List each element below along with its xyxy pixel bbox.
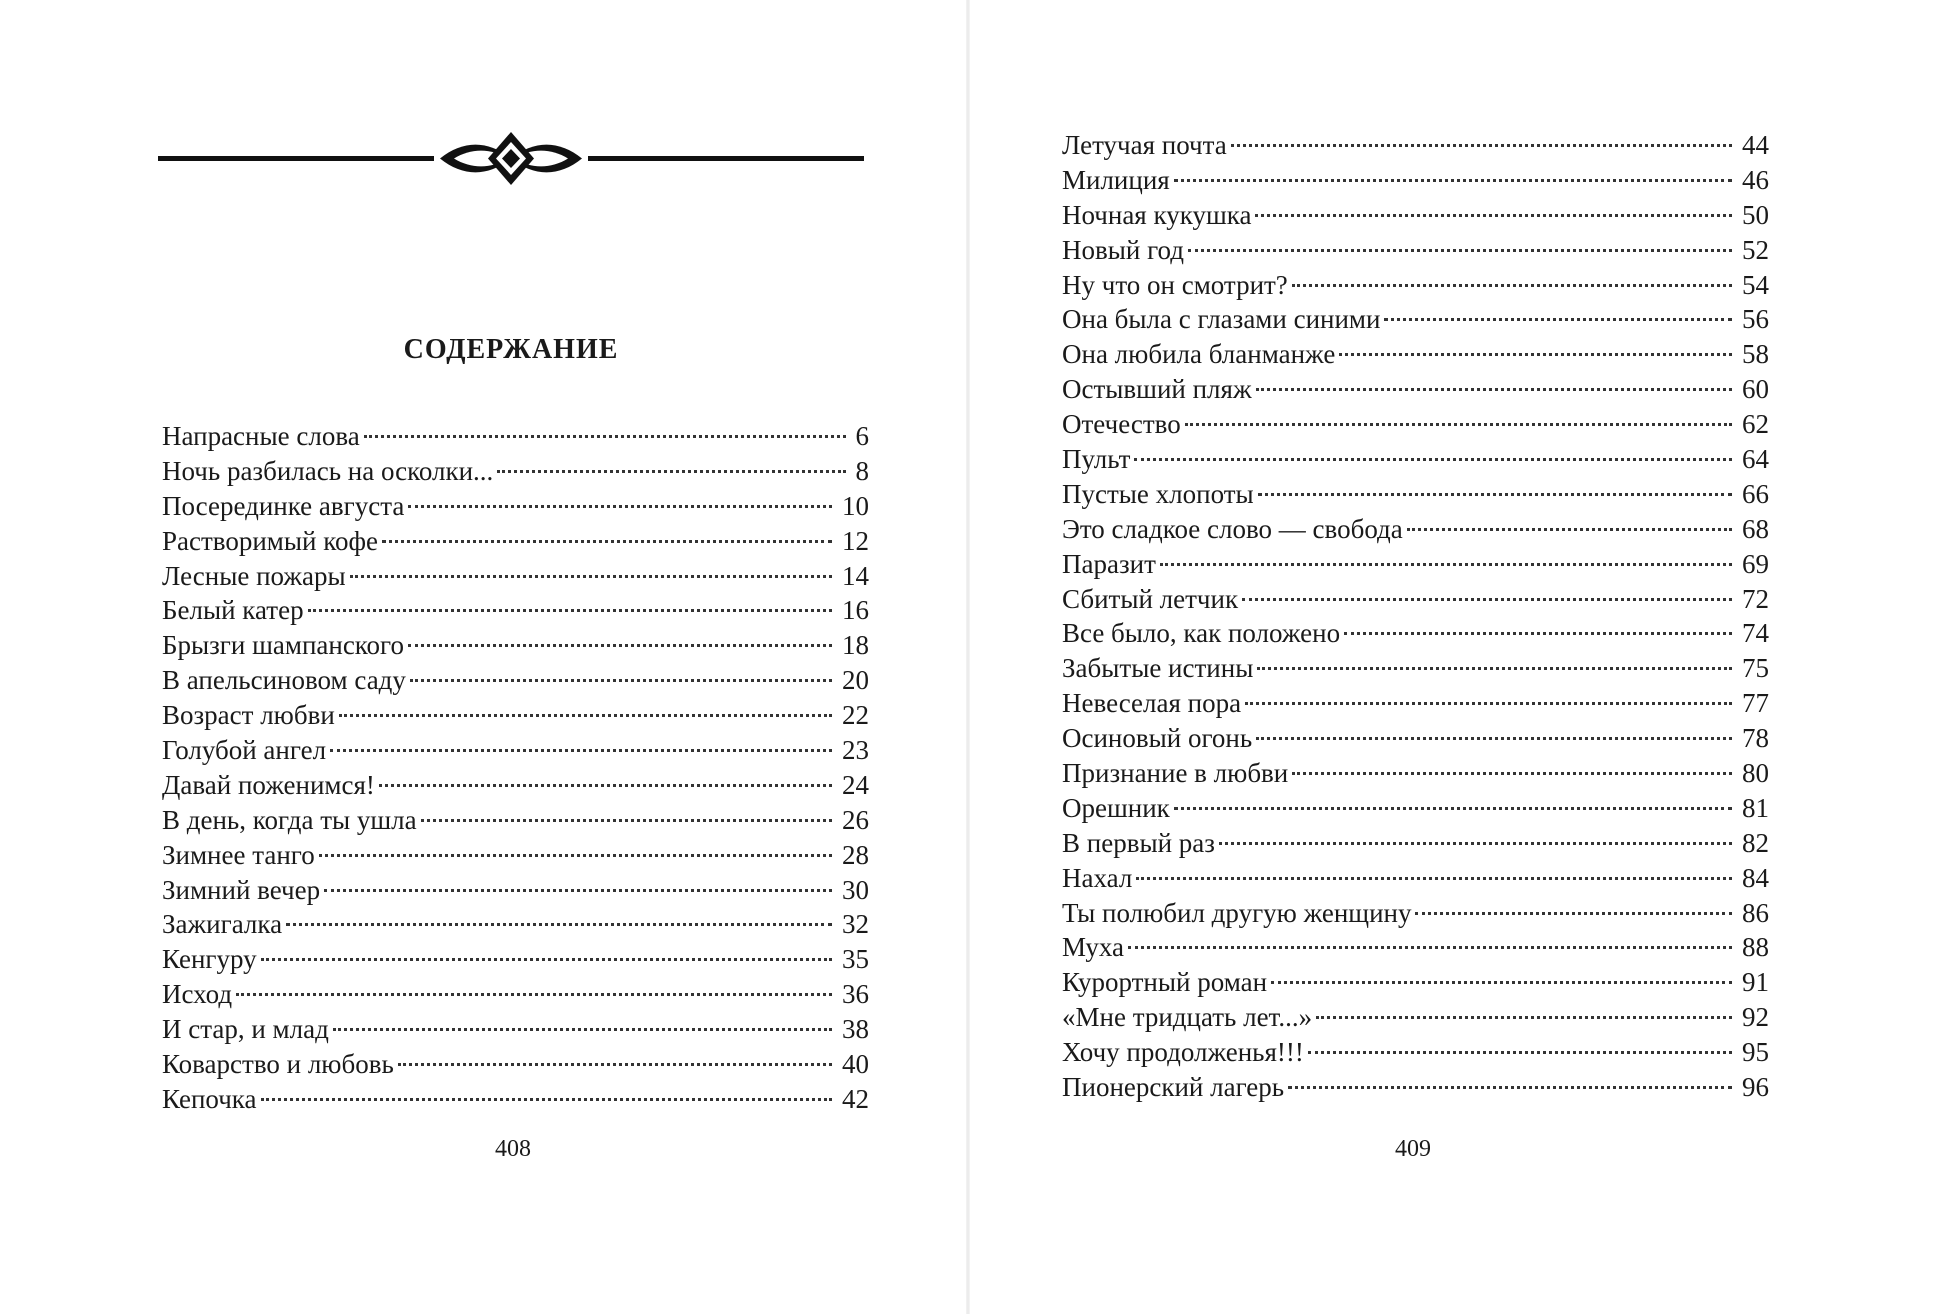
toc-entry-title: Она любила бланманже — [1062, 339, 1336, 370]
toc-entry-page: 12 — [842, 525, 869, 556]
dot-leader — [1292, 284, 1732, 287]
toc-entry-page: 18 — [842, 630, 869, 661]
dot-leader — [1316, 1016, 1732, 1019]
toc-entry-page: 35 — [842, 944, 869, 975]
toc-entry-page: 54 — [1742, 269, 1769, 300]
toc-entry — [1062, 686, 1769, 721]
toc-entry-page: 84 — [1742, 862, 1769, 893]
toc-entry-page: 36 — [842, 979, 869, 1010]
dot-leader — [1231, 144, 1732, 147]
toc-entry-title: Давай поженимся! — [162, 769, 375, 800]
toc-entry-title: Ты полюбил другую женщину — [1062, 897, 1412, 928]
toc-entry — [1062, 372, 1769, 407]
toc-entry-page: 69 — [1742, 548, 1769, 579]
page-number-left: 408 — [495, 1136, 531, 1162]
toc-entry — [1062, 163, 1769, 198]
dot-leader — [1256, 388, 1732, 391]
toc-entry-page: 38 — [842, 1014, 869, 1045]
dot-leader — [1288, 1086, 1732, 1089]
toc-entry-page: 23 — [842, 735, 869, 766]
dot-leader — [1185, 423, 1732, 426]
dot-leader — [1134, 458, 1732, 461]
dot-leader — [1128, 946, 1732, 949]
toc-entry — [1062, 861, 1769, 896]
toc-entry-title: Белый катер — [162, 595, 304, 626]
dot-leader — [1407, 528, 1732, 531]
toc-entry-page: 40 — [842, 1049, 869, 1080]
dot-leader — [379, 784, 832, 787]
left-page — [0, 0, 968, 1314]
dot-leader — [261, 1098, 833, 1101]
toc-entry — [1062, 791, 1769, 826]
toc-entry — [1062, 1035, 1769, 1070]
dot-leader — [236, 993, 832, 996]
dot-leader — [497, 470, 845, 473]
toc-entry — [1062, 651, 1769, 686]
toc-entry-page: 82 — [1742, 827, 1769, 858]
toc-entry-title: Кепочка — [162, 1083, 257, 1114]
toc-entry — [1062, 442, 1769, 477]
toc-entry-page: 46 — [1742, 164, 1769, 195]
toc-entry-title: Зимнее танго — [162, 839, 315, 870]
toc-entry — [162, 663, 869, 698]
toc-list-left — [162, 419, 869, 1117]
toc-entry-title: В апельсиновом саду — [162, 665, 406, 696]
toc-entry-page: 80 — [1742, 758, 1769, 789]
toc-entry-page: 77 — [1742, 688, 1769, 719]
contents-heading: СОДЕРЖАНИЕ — [403, 334, 619, 365]
toc-entry — [1062, 582, 1769, 617]
toc-entry — [1062, 337, 1769, 372]
toc-entry — [162, 838, 869, 873]
toc-entry-title: Зимний вечер — [162, 874, 321, 905]
toc-entry-title: Ночная кукушка — [1062, 199, 1252, 230]
toc-entry-title: Она была с глазами синими — [1062, 304, 1381, 335]
toc-entry-title: Это сладкое слово — свобода — [1062, 513, 1403, 544]
dot-leader — [1339, 353, 1732, 356]
dot-leader — [408, 505, 832, 508]
toc-entry-title: Сбитый летчик — [1062, 583, 1239, 614]
toc-entry-title: «Мне тридцать лет...» — [1062, 1002, 1313, 1033]
toc-entry-page: 96 — [1742, 1072, 1769, 1103]
dot-leader — [1174, 179, 1732, 182]
toc-entry-page: 86 — [1742, 897, 1769, 928]
toc-entry — [1062, 1000, 1769, 1035]
toc-entry — [1062, 965, 1769, 1000]
toc-entry — [1062, 128, 1769, 163]
toc-entry-title: Пульт — [1062, 444, 1131, 475]
toc-entry-title: Осиновый огонь — [1062, 723, 1253, 754]
dot-leader — [1245, 702, 1732, 705]
toc-entry — [162, 559, 869, 594]
decorative-divider-icon — [158, 130, 864, 188]
toc-entry-page: 74 — [1742, 618, 1769, 649]
toc-entry-title: Пустые хлопоты — [1062, 478, 1254, 509]
toc-entry — [1062, 896, 1769, 931]
toc-entry-title: Признание в любви — [1062, 758, 1289, 789]
toc-entry-title: Хочу продолженья!!! — [1062, 1037, 1304, 1068]
toc-entry — [1062, 616, 1769, 651]
toc-entry — [1062, 756, 1769, 791]
toc-entry-title: Кенгуру — [162, 944, 257, 975]
toc-entry — [162, 1047, 869, 1082]
toc-entry — [1062, 198, 1769, 233]
toc-entry-page: 22 — [842, 700, 869, 731]
toc-entry — [162, 768, 869, 803]
toc-entry — [162, 907, 869, 942]
toc-entry — [162, 873, 869, 908]
toc-entry-title: Остывший пляж — [1062, 374, 1252, 405]
toc-entry-title: Напрасные слова — [162, 421, 360, 451]
toc-entry-page: 56 — [1742, 304, 1769, 335]
dot-leader — [382, 540, 832, 543]
dot-leader — [1384, 318, 1732, 321]
toc-entry-title: В первый раз — [1062, 827, 1215, 858]
toc-entry — [1062, 268, 1769, 303]
toc-entry — [1062, 930, 1769, 965]
toc-entry-page: 14 — [842, 560, 869, 591]
toc-entry — [1062, 1070, 1769, 1105]
dot-leader — [1160, 563, 1732, 566]
toc-entry — [1062, 407, 1769, 442]
toc-entry — [1062, 477, 1769, 512]
toc-entry-page: 32 — [842, 909, 869, 940]
toc-entry-page: 64 — [1742, 444, 1769, 475]
dot-leader — [286, 923, 832, 926]
toc-entry-page: 8 — [855, 455, 869, 486]
toc-entry — [162, 419, 869, 454]
toc-entry-title: И стар, и млад — [162, 1014, 329, 1045]
toc-entry — [162, 942, 869, 977]
dot-leader — [1255, 214, 1732, 217]
dot-leader — [339, 714, 832, 717]
toc-entry-title: Орешник — [1062, 792, 1170, 823]
toc-entry — [162, 698, 869, 733]
dot-leader — [324, 889, 832, 892]
toc-entry — [162, 977, 869, 1012]
toc-entry-title: Муха — [1062, 932, 1124, 963]
toc-entry-page: 68 — [1742, 513, 1769, 544]
toc-entry-page: 60 — [1742, 374, 1769, 405]
toc-entry — [1062, 302, 1769, 337]
dot-leader — [308, 609, 832, 612]
toc-entry-title: В день, когда ты ушла — [162, 804, 417, 835]
toc-entry-title: Милиция — [1062, 164, 1170, 195]
toc-entry — [162, 1012, 869, 1047]
dot-leader — [408, 644, 832, 647]
dot-leader — [319, 854, 832, 857]
dot-leader — [350, 575, 832, 578]
toc-entry — [162, 454, 869, 489]
dot-leader — [1242, 598, 1732, 601]
toc-entry — [1062, 721, 1769, 756]
dot-leader — [333, 1028, 832, 1031]
dot-leader — [1219, 842, 1732, 845]
toc-entry-page: 44 — [1742, 130, 1769, 160]
toc-entry-title: Ночь разбилась на осколки... — [162, 455, 494, 486]
toc-entry-title: Все было, как положено — [1062, 618, 1341, 649]
toc-entry-title: Голубой ангел — [162, 735, 327, 766]
toc-entry-page: 72 — [1742, 583, 1769, 614]
toc-entry-page: 78 — [1742, 723, 1769, 754]
toc-entry-page: 50 — [1742, 199, 1769, 230]
dot-leader — [1292, 772, 1732, 775]
dot-leader — [261, 958, 832, 961]
toc-entry-page: 6 — [855, 421, 869, 451]
toc-entry — [162, 593, 869, 628]
toc-entry-page: 58 — [1742, 339, 1769, 370]
toc-entry — [1062, 512, 1769, 547]
toc-entry — [162, 733, 869, 768]
dot-leader — [1415, 912, 1732, 915]
toc-entry-page: 26 — [842, 804, 869, 835]
toc-entry-page: 91 — [1742, 967, 1769, 998]
dot-leader — [1308, 1051, 1732, 1054]
toc-entry-page: 10 — [842, 490, 869, 521]
toc-entry — [1062, 826, 1769, 861]
toc-entry-title: Брызги шампанского — [162, 630, 404, 661]
dot-leader — [1174, 807, 1732, 810]
toc-entry-title: Коварство и любовь — [162, 1049, 394, 1080]
toc-list-right — [1062, 128, 1769, 1105]
dot-leader — [1136, 877, 1732, 880]
toc-entry-page: 88 — [1742, 932, 1769, 963]
right-page — [970, 0, 1941, 1314]
toc-entry-page: 16 — [842, 595, 869, 626]
dot-leader — [1344, 632, 1732, 635]
page-number-right: 409 — [1395, 1136, 1431, 1162]
toc-entry — [162, 628, 869, 663]
toc-entry — [162, 803, 869, 838]
toc-entry-title: Курортный роман — [1062, 967, 1268, 998]
toc-entry-title: Растворимый кофе — [162, 525, 378, 556]
toc-entry-title: Забытые истины — [1062, 653, 1254, 684]
toc-entry-title: Новый год — [1062, 234, 1184, 265]
dot-leader — [1256, 737, 1732, 740]
dot-leader — [398, 1063, 832, 1066]
dot-leader — [364, 435, 846, 438]
toc-entry-title: Паразит — [1062, 548, 1156, 579]
toc-entry-page: 30 — [842, 874, 869, 905]
toc-entry-page: 52 — [1742, 234, 1769, 265]
dot-leader — [330, 749, 832, 752]
dot-leader — [1257, 667, 1732, 670]
toc-entry — [162, 524, 869, 559]
toc-entry-title: Пионерский лагерь — [1062, 1072, 1285, 1103]
dot-leader — [1188, 249, 1732, 252]
dot-leader — [410, 679, 832, 682]
toc-entry-title: Исход — [162, 979, 233, 1010]
toc-entry-page: 20 — [842, 665, 869, 696]
toc-entry — [162, 1082, 869, 1117]
toc-entry-title: Летучая почта — [1062, 130, 1227, 160]
toc-entry — [162, 489, 869, 524]
toc-entry-page: 66 — [1742, 478, 1769, 509]
toc-entry-page: 95 — [1742, 1037, 1769, 1068]
toc-entry-page: 28 — [842, 839, 869, 870]
toc-entry-title: Невеселая пора — [1062, 688, 1242, 719]
dot-leader — [1258, 493, 1732, 496]
dot-leader — [1271, 981, 1732, 984]
toc-entry — [1062, 233, 1769, 268]
toc-entry-title: Нахал — [1062, 862, 1133, 893]
toc-entry-title: Ну что он смотрит? — [1062, 269, 1288, 300]
toc-entry-page: 92 — [1742, 1002, 1769, 1033]
toc-entry-page: 81 — [1742, 792, 1769, 823]
toc-entry-title: Посерединке августа — [162, 490, 405, 521]
toc-entry-page: 42 — [842, 1083, 869, 1114]
toc-entry-page: 62 — [1742, 409, 1769, 440]
toc-entry — [1062, 547, 1769, 582]
toc-entry-page: 24 — [842, 769, 869, 800]
toc-entry-title: Возраст любви — [162, 700, 335, 731]
toc-entry-page: 75 — [1742, 653, 1769, 684]
dot-leader — [421, 819, 832, 822]
toc-entry-title: Отечество — [1062, 409, 1181, 440]
toc-entry-title: Лесные пожары — [162, 560, 346, 591]
toc-entry-title: Зажигалка — [162, 909, 283, 940]
